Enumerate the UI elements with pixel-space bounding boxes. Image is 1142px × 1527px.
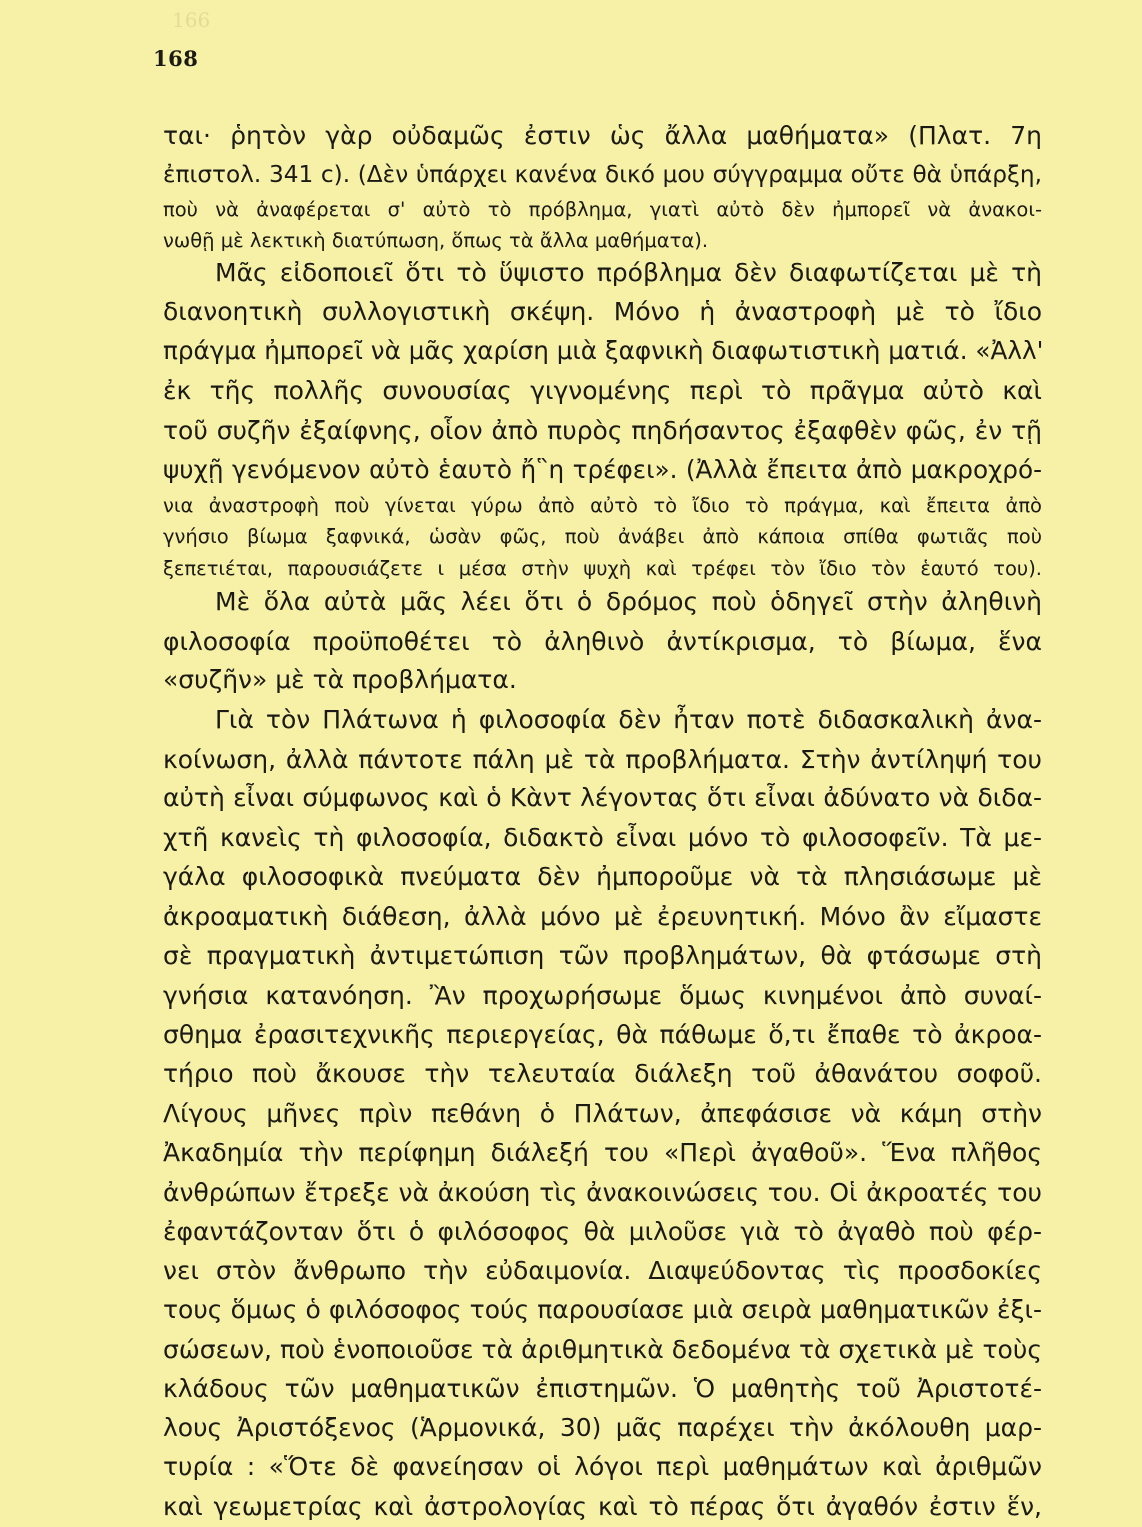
footnote-line: γνήσιο βίωμα ξαφνικά, ὡσὰν φῶς, ποὺ ἀνάβει ἀπὸ κάποια σπίθα φωτιᾶς ποὺ — [163, 525, 1042, 548]
text-line: διανοητικὴ συλλογιστικὴ σκέψη. Μόνο ἡ ἀναστροφὴ μὲ τὸ ἴδιο — [163, 297, 1042, 326]
text-line: ται· ῥητὸν γὰρ οὐδαμῶς ἐστιν ὡς ἄλλα μαθήματα» (Πλατ. 7η — [163, 121, 1042, 150]
text-line: ἀνθρώπων ἔτρεξε νὰ ἀκούση τὶς ἀνακοινώσεις του. Οἱ ἀκροατές του — [163, 1178, 1042, 1207]
text-line: ψυχῇ γενόμενον αὐτὸ ἑαυτὸ ἤ῝η τρέφει». (Ἀλλὰ ἔπειτα ἀπὸ μακροχρό- — [163, 455, 1042, 484]
text-line: ἐφαντάζονταν ὅτι ὁ φιλόσοφος θὰ μιλοῦσε γιὰ τὸ ἀγαθὸ ποὺ φέρ- — [163, 1217, 1042, 1246]
paragraph-first-line: Γιὰ τὸν Πλάτωνα ἡ φιλοσοφία δὲν ἦταν ποτὲ διδασκαλικὴ ἀνα- — [215, 705, 1042, 734]
text-line: κλάδους τῶν μαθηματικῶν ἐπιστημῶν. Ὁ μαθητὴς τοῦ Ἀριστοτέ- — [163, 1374, 1042, 1403]
footnote-line: ξεπετιέται, παρουσιάζετε ι μέσα στὴν ψυχὴ καὶ τρέφει τὸν ἴδιο τὸν ἑαυτό του). — [163, 557, 1042, 580]
text-line: σὲ πραγματικὴ ἀντιμετώπιση τῶν προβλημάτων, θὰ φτάσωμε στὴ — [163, 941, 1042, 970]
text-line: τυρία : «Ὅτε δὲ φανείησαν οἱ λόγοι περὶ μαθημάτων καὶ ἀριθμῶν — [163, 1452, 1042, 1481]
text-line: γάλα φιλοσοφικὰ πνεύματα δὲν ἠμποροῦμε νὰ τὰ πλησιάσωμε μὲ — [163, 862, 1042, 891]
text-line: φιλοσοφία προϋποθέτει τὸ ἀληθινὸ ἀντίκρισμα, τὸ βίωμα, ἕνα — [163, 627, 1042, 656]
footnote-line: νωθῇ μὲ λεκτικὴ διατύπωση, ὅπως τὰ ἄλλα μαθήματα). — [163, 229, 709, 252]
text-line: αὐτὴ εἶναι σύμφωνος καὶ ὁ Κὰντ λέγοντας ὅτι εἶναι ἀδύνατο νὰ διδα- — [163, 783, 1042, 812]
footnote-line: νια ἀναστροφὴ ποὺ γίνεται γύρω ἀπὸ αὐτὸ τὸ ἴδιο τὸ πράγμα, καὶ ἔπειτα ἀπὸ — [163, 494, 1042, 517]
text-line: κοίνωση, ἀλλὰ πάντοτε πάλη μὲ τὰ προβλήματα. Στὴν ἀντίληψή του — [163, 745, 1042, 774]
text-line: γνήσια κατανόηση. Ἂν προχωρήσωμε ὅμως κινημένοι ἀπὸ συναί- — [163, 981, 1042, 1010]
text-line: ἐπιστολ. 341 c). (Δὲν ὑπάρχει κανένα δικό μου σύγγραμμα οὔτε θὰ ὑπάρξη, — [163, 161, 1042, 188]
text-line: τήριο ποὺ ἄκουσε τὴν τελευταία διάλεξη τοῦ ἀθανάτου σοφοῦ. — [163, 1059, 1042, 1088]
paragraph-first-line: Μᾶς εἰδοποιεῖ ὅτι τὸ ὕψιστο πρόβλημα δὲν διαφωτίζεται μὲ τὴ — [215, 258, 1042, 287]
text-line: σθημα ἐρασιτεχνικῆς περιεργείας, θὰ πάθωμε ὅ,τι ἔπαθε τὸ ἀκροα- — [163, 1020, 1042, 1049]
text-line: τους ὅμως ὁ φιλόσοφος τούς παρουσίασε μιὰ σειρὰ μαθηματικῶν ἐξι- — [163, 1295, 1042, 1324]
text-line: λους Ἀριστόξενος (Ἁρμονικά, 30) μᾶς παρέχει τὴν ἀκόλουθη μαρ- — [163, 1413, 1042, 1442]
text-line: ἀκροαματικὴ διάθεση, ἀλλὰ μόνο μὲ ἐρευνητική. Μόνο ἂν εἴμαστε — [163, 902, 1042, 931]
show-through-page-number: 166 — [172, 8, 211, 32]
text-line: καὶ γεωμετρίας καὶ ἀστρολογίας καὶ τὸ πέρας ὅτι ἀγαθόν ἐστιν ἕν, — [163, 1492, 1042, 1521]
footnote-line: ποὺ νὰ ἀναφέρεται σ' αὐτὸ τὸ πρόβλημα, γιατὶ αὐτὸ δὲν ἠμπορεῖ νὰ ἀνακοι- — [163, 198, 1042, 221]
text-line: σώσεων, ποὺ ἑνοποιοῦσε τὰ ἀριθμητικὰ δεδομένα τὰ σχετικὰ μὲ τοὺς — [163, 1335, 1042, 1364]
text-line: χτῆ κανεὶς τὴ φιλοσοφία, διδακτὸ εἶναι μόνο τὸ φιλοσοφεῖν. Τὰ με- — [163, 823, 1042, 852]
text-line: Ἀκαδημία τὴν περίφημη διάλεξή του «Περὶ ἀγαθοῦ». Ἕνα πλῆθος — [163, 1138, 1042, 1167]
page-number: 168 — [153, 46, 199, 71]
text-line: νει στὸν ἄνθρωπο τὴν εὐδαιμονία. Διαψεύδοντας τὶς προσδοκίες — [163, 1256, 1042, 1285]
text-line: ἐκ τῆς πολλῆς συνουσίας γιγνομένης περὶ τὸ πρᾶγμα αὐτὸ καὶ — [163, 376, 1042, 405]
text-line: πράγμα ἠμπορεῖ νὰ μᾶς χαρίση μιὰ ξαφνικὴ διαφωτιστικὴ ματιά. «Ἀλλ' — [163, 336, 1044, 365]
text-line: τοῦ συζῆν ἐξαίφνης, οἷον ἀπὸ πυρὸς πηδήσαντος ἐξαφθὲν φῶς, ἐν τῇ — [163, 416, 1042, 445]
text-line: «συζῆν» μὲ τὰ προβλήματα. — [163, 665, 517, 694]
text-line: Λίγους μῆνες πρὶν πεθάνη ὁ Πλάτων, ἀπεφάσισε νὰ κάμη στὴν — [163, 1099, 1042, 1128]
paragraph-first-line: Μὲ ὅλα αὐτὰ μᾶς λέει ὅτι ὁ δρόμος ποὺ ὁδηγεῖ στὴν ἀληθινὴ — [215, 587, 1042, 616]
